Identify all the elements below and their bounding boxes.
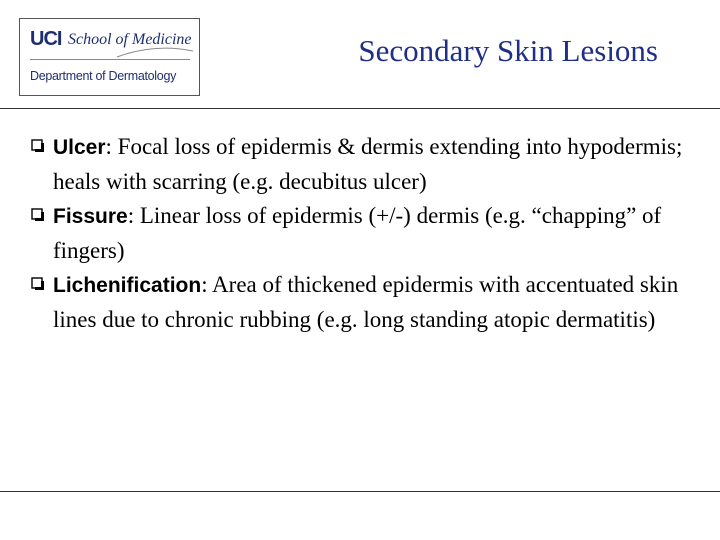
checkbox-bullet-icon bbox=[31, 139, 45, 153]
bullet-item-ulcer bbox=[30, 130, 710, 199]
logo-uci-text: UCI bbox=[30, 28, 62, 50]
bullet-item-lichenification bbox=[30, 268, 710, 337]
footer-divider bbox=[0, 491, 720, 492]
header-divider bbox=[0, 108, 720, 109]
bullet-item-fissure bbox=[30, 199, 710, 268]
bullet-text: : Area of thickened epidermis with accentuated skin lines due to chronic rubbing (e.g. long standing atopic dermatitis) bbox=[53, 272, 679, 332]
logo-school-text: School of Medicine bbox=[68, 31, 192, 48]
bullet-text: : Linear loss of epidermis (+/-) dermis (e.g. “chapping” of fingers) bbox=[53, 203, 662, 263]
bullet-text: : Focal loss of epidermis & dermis extending into hypodermis; heals with scarring (e.g. decubitus ulcer) bbox=[53, 134, 683, 194]
logo-divider bbox=[30, 59, 190, 60]
bullet-list bbox=[30, 130, 710, 337]
bullet-term: Fissure bbox=[53, 205, 128, 228]
uci-logo bbox=[19, 18, 200, 96]
checkbox-bullet-icon bbox=[31, 277, 45, 291]
bullet-term: Ulcer bbox=[53, 136, 106, 159]
logo-department-text: Department of Dermatology bbox=[30, 69, 177, 83]
slide-title: Secondary Skin Lesions bbox=[358, 33, 658, 68]
bullet-term: Lichenification bbox=[53, 274, 202, 297]
logo-swoosh-icon bbox=[115, 41, 195, 61]
checkbox-bullet-icon bbox=[31, 208, 45, 222]
